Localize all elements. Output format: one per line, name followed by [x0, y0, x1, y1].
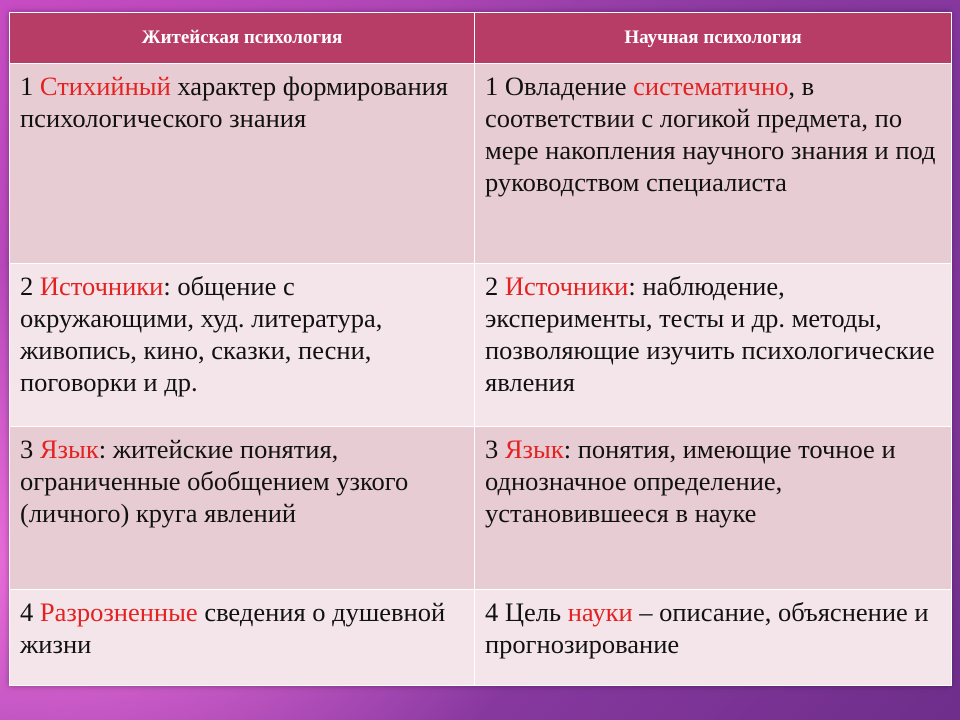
highlight-term: Разрозненные: [39, 597, 198, 627]
cell-scientific: 1 Овладение систематично, в соответствии с логикой предмета, по мере накопления научного знания и под руководством специалиста: [475, 64, 952, 264]
highlight-term: систематично: [633, 71, 789, 101]
table-row: [10, 590, 952, 686]
header-scientific-psychology: Научная психология: [475, 13, 952, 64]
cell-scientific: 2 Источники: наблюдение, эксперименты, тесты и др. методы, позволяющие изучить психологические явления: [475, 264, 952, 427]
table-row: [10, 264, 952, 427]
cell-scientific: 4 Цель науки – описание, объяснение и прогнозирование: [475, 590, 952, 686]
highlight-term: Стихийный: [39, 71, 171, 101]
highlight-term: Язык: [39, 434, 99, 464]
cell-scientific: 3 Язык: понятия, имеющие точное и однозначное определение, установившееся в науке: [475, 427, 952, 590]
table-row: [10, 64, 952, 264]
header-everyday-psychology: Житейская психология: [10, 13, 475, 64]
highlight-term: Язык: [504, 434, 564, 464]
highlight-term: науки: [567, 597, 633, 627]
cell-everyday: 2 Источники: общение с окружающими, худ. литература, живопись, кино, сказки, песни, поговорки и др.: [10, 264, 475, 427]
highlight-term: Источники: [39, 271, 164, 301]
table-header-row: [10, 13, 952, 64]
highlight-term: Источники: [504, 271, 629, 301]
table-row: [10, 427, 952, 590]
comparison-table-container: [9, 12, 951, 686]
cell-everyday: 4 Разрозненные сведения о душевной жизни: [10, 590, 475, 686]
cell-everyday: 3 Язык: житейские понятия, ограниченные обобщением узкого (личного) круга явлений: [10, 427, 475, 590]
comparison-table: [9, 12, 952, 686]
cell-everyday: 1 Стихийный характер формирования психологического знания: [10, 64, 475, 264]
